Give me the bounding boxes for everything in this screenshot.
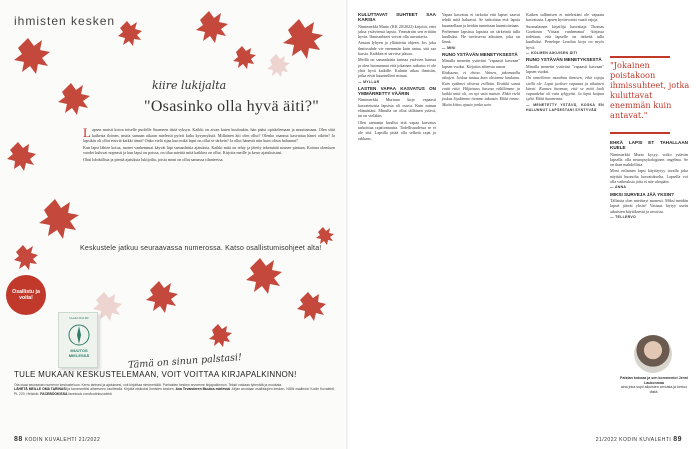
fine-print-intro: Ota osaa seuraavan numeron keskusteluun. Kerro tarinasi ja ajatuksesi, voit kirjoittaa nimimerkillä. Parhaiden kesken arvomme kirjapalkinnon. Teksti voidaan lyhentää ja muokata. bbox=[14, 383, 283, 387]
intro-paragraph-3: Ohut lohdullisia ja pieniä ajatuksia lukijoilta, joista moni on ollut samassa tilanteessa. bbox=[83, 156, 224, 162]
send-story-text: ja kommenttisi aiheeseen osoitteella. Kirjoita otsikoksi Ihmisten kesken. bbox=[67, 387, 175, 392]
letter-signature: — MENETETTY YSTÄVÄ, KOSKA EN HALUNNUT LAPSESTANI SYNTYVÄÄ bbox=[526, 102, 604, 113]
letter-paragraph: Kaiken sallimisen ei mielestäni ole vapaata kasvatusta. Lapsen hyvinvointi vaatii rajoja. bbox=[526, 12, 604, 23]
pullquote-rule-top bbox=[610, 56, 670, 58]
letter-paragraph: Nimimerkki Murto kysyy, voiko ystävän lapsella olla neuropsykologinen ongelma. Se on ihan mahdollista. bbox=[610, 151, 688, 168]
portrait-caption-name: Palstan kokoaa ja sen kommentoi Jenni Laukonmaa bbox=[620, 376, 688, 385]
folio-left bbox=[14, 436, 100, 443]
letter-paragraph: Suomalainen kirjailija kasvattaja Thomas Gordonin 'Viisaat vanhemmat' -kirjassa todetaan, että lapselle on tärkeää tulla kuulluksi. Penelope Leachin kirja on myös hyvä. bbox=[526, 23, 604, 50]
handwritten-tagline: Tämä on sinun palstasi! bbox=[127, 352, 243, 371]
letter-heading-2: LASTEN VAPAA KASVATUS ON YMMÄRRETTY VÄÄRIN bbox=[358, 85, 436, 97]
letter-paragraph: Perheenne lapsissa lapsista on tärkeintä tulla kuulluksi. He tarvitsevat aikuisen, joka on läsnä. bbox=[442, 28, 520, 45]
pullquote-rule-bottom bbox=[610, 132, 670, 134]
letter-paragraph: Ainaan lyhyen ja yllättävän ohjeen. Jos joku ihmissuhde vie enemmän kuin antaa, sitä saa karsia. Kaikkea ei tarvitse jaksaa. bbox=[358, 40, 436, 57]
column-3 bbox=[526, 12, 604, 114]
call-to-action: TULE MUKAAN KESKUSTELEMAAN, VOIT VOITTAA KIRJAPALKINNON! bbox=[14, 370, 297, 379]
send-story-label: LÄHETÄ MEILLE OMA TARINASI bbox=[14, 387, 67, 392]
portrait-caption-text: aina joka sopii aikuisten arvoista ja kertoo tästä. bbox=[620, 385, 688, 394]
letter-paragraph: Minulla menetin ystäväni "vapaasti kasvaan" lapsen vuoksi. Kirjoitin aiheesta runon. bbox=[442, 58, 520, 69]
letter-paragraph: Meillä on samanlaista tarinaa ystävien kanssa ja olen huomannut että jokainen ratkaisu ei ole yhtä hyvä kaikille. Kulutin aikaa ihmisiin, jotka eivät kuunnelleet minua. bbox=[358, 57, 436, 79]
intro-paragraph-2: Kun lapsi lähtee kotoa, monet vanhemmat käyvät läpi samanlaisia ajatuksia. Kaikki mitä on tehty ja jätetty tekemättä nousee pintaan. Kotona olemisen vuodet kuluvat nopeasti ja kun lapsi on poissa, on tilaa miettiä mitä kaikkea on ollut. Kirjoita meille ja kerro ajatuksistasi. bbox=[83, 144, 335, 155]
letter-heading-6: MIKSI SURVEJA JÄÄ YKSIN? bbox=[610, 191, 674, 197]
drop-cap: L bbox=[83, 125, 91, 140]
letter-signature: — ANNA bbox=[610, 185, 627, 190]
pullquote: "Jokainen poistakoon ihmissuhteet, jotka kuluttavat enemmän kuin antavat." bbox=[610, 60, 690, 120]
magazine-issue-left: KODIN KUVALEHTI 21/2022 bbox=[24, 437, 101, 443]
book-title: MUUTOS MIELESSÄ bbox=[68, 348, 90, 358]
letter-heading-5: EHKÄ LAPSI ET TAHALLAAN KUELE bbox=[610, 140, 688, 151]
letter-paragraph: Vapaa kasvatus ei tarkoita että lapset saavat tehdä mitä haluavat. Se tarkoittaa että lapsia kuunnellaan ja heidän tunteitaan kunnioitetaan. bbox=[442, 12, 520, 28]
poem-text: Riukuuna, et ehtoa. Vainen, jakomaalla aikojen. Joskus tuntuu kuin olisimme kaukana. Kuin sydämet olisivat erillään. Eivätkä sanat enää riitä. Hiljaisuus kasvaa välillämme ja kaikki mitä oli, on nyt vain muisto. Ehkä vielä joskus löydämme tiemme takaisin. Ehkä emme. Mutta kiitos ajasta jonka sain. bbox=[442, 69, 520, 107]
letter-heading-4: RUNO YSTÄVÄN MENETYKSESTÄ bbox=[526, 57, 602, 63]
magazine-issue-right: 21/2022 KODIN KUVALEHTI bbox=[595, 437, 672, 443]
column-2 bbox=[442, 12, 520, 108]
page-number-left: 88 bbox=[14, 436, 23, 443]
facebook-label: FACEBOOKISSA bbox=[40, 391, 68, 396]
continuation-banner: Keskustele jatkuu seuraavassa numerossa. Katso osallistumisohjeet alta! bbox=[80, 245, 322, 252]
letter-paragraph: Nimimerkki Murto (KK 20/2022) kirjoitti, ettei jaksa ystäviensä lapsia. Ymmärrän sen erittäin hyvin. Ihmissuhteet voivat olla uuvuttavia. bbox=[358, 23, 436, 40]
page-number-right: 89 bbox=[673, 436, 682, 443]
section-title: ihmisten kesken bbox=[14, 14, 116, 28]
letter-signature: — TELLERVO bbox=[610, 214, 637, 219]
letter-heading-3: RUNO YSTÄVÄN MENETYKSESTÄ bbox=[442, 52, 518, 58]
letter-heading-1: KULUTTAVAT SUHTEET SAA KARSIA bbox=[358, 12, 436, 23]
book-author: SAARA HALME bbox=[69, 317, 89, 320]
next-book-label: Ana Tevanderen Muutos mielessä bbox=[175, 387, 230, 392]
next-book-text: -kirjan arvotaan osallistujien kesken. NÄIN osallistut: Kodin Kuvalehti, PL 220, Helsinki. bbox=[14, 387, 335, 396]
letter-paragraph: Tällaista olen miettinyt monesti. Miksi meidän lapset jäävät yksin? Vastaus löytyy usein aikuisten käytöksestä ja arvoista. bbox=[610, 197, 688, 214]
participate-badge: Osallistu ja voita! bbox=[6, 275, 46, 315]
book-cover bbox=[58, 312, 98, 368]
facebook-link[interactable]: facebook.com/kodinkuvalehti bbox=[68, 391, 112, 396]
editor-portrait bbox=[634, 335, 672, 373]
right-page bbox=[348, 0, 696, 449]
kicker-text: kiire lukijalta bbox=[152, 79, 227, 92]
intro-paragraph-1: apsen muisti kotoa toiselle puolelle Suomeen tästä syksyn. Kaikki on aivan kuten kuuluukin, hän pääsi opiskelemaan ja muuttamaan. Olen siitä kaikesta iloinen, mutta samaan aikaan mielessä pyörii kuka kysymyksiä. Millainen äiti olen ollut? Olenko osannut kasvattaa hänet oikein? Ja lapsikin oli ollut etsiviä kaikki tämä? Onko vielä sijaa kun mikä lapsi on ollut se tärkein? Ja ollut hänestä niin kuin olisin halunnut? bbox=[83, 127, 335, 143]
headline-block bbox=[88, 65, 336, 131]
folio-right bbox=[596, 436, 682, 443]
headline: "Osasinko olla hyvä äiti?" bbox=[144, 98, 320, 115]
letter-paragraph: Moni erilainen lapsi käyttäytyy tavalla joka näyttää huonolta kasvatukselta. Lapsella voi olla vaikeuksia joita ei näe ulospäin. bbox=[610, 168, 688, 185]
letter-signature: — KOLMEN AIKUISEN ÄITI bbox=[526, 51, 578, 56]
column-1 bbox=[358, 12, 436, 142]
intro-article bbox=[83, 127, 335, 163]
letter-signature: — MINI bbox=[442, 45, 456, 50]
letter-paragraph: Nimimerkki Murtaan kirje vapaasti kasvatetuista lapsista oli osuva. Kuin minun elämästäni. Minulla on ollut tälläinen ystävä, tai on vieläkin. bbox=[358, 97, 436, 119]
letter-paragraph: Olen aiemmin kuullut että vapaa kasvatus tarkoittaa rajattomuutta. Todellisuudessa se ei ole sitä. Lapsilla pitää olla selkeät rajat ja rakkaus. bbox=[358, 119, 436, 141]
column-4 bbox=[610, 140, 688, 221]
letter-paragraph: Minulla menetin ystäväni "vapaasti kasvaan" lapsen vuoksi. bbox=[526, 63, 604, 74]
portrait-caption bbox=[618, 376, 690, 394]
letter-signature: — MYLLAR bbox=[358, 79, 380, 84]
participation-instructions bbox=[14, 383, 338, 396]
compass-icon bbox=[67, 323, 91, 347]
poem-text: On onnellinen maailma ihmisen, eikä rajoja siellä ole. Lapsi juoksee vapaana ja aikuinen kärsii. Kunnes huomaa, että se mitä luuli vapaudeksi oli vain tyhjyyttä. Ja lapsi kaipaa syliä. Ehkä huomenna. bbox=[526, 75, 604, 102]
